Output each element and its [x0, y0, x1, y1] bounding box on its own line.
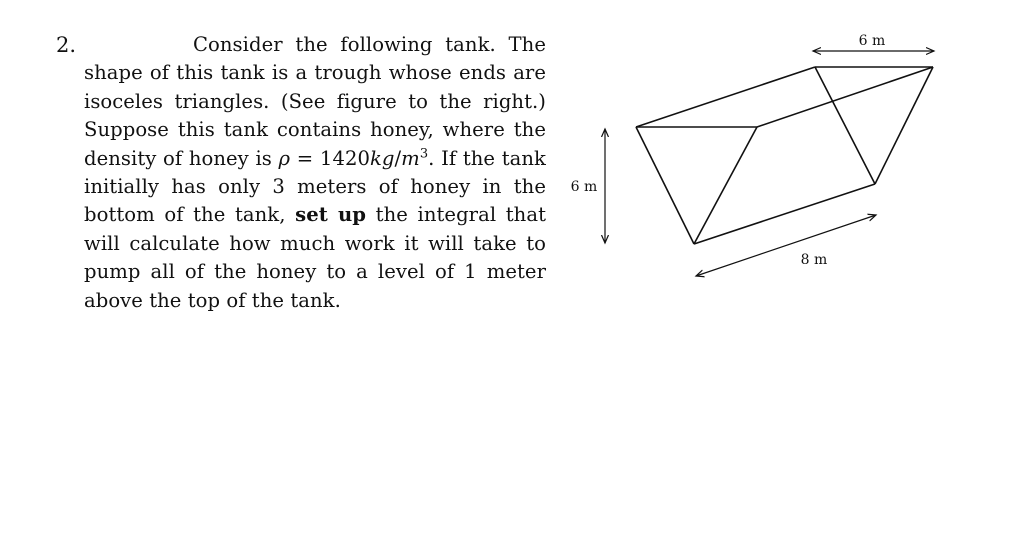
tank-figure: [560, 20, 960, 290]
length-arrow: [696, 215, 876, 276]
set-up-emphasis: set up: [295, 203, 367, 227]
problem-statement: [84, 31, 546, 315]
tank-back-left-side: [815, 67, 875, 184]
density-symbol: ρ: [278, 146, 291, 170]
tank-front-left-side: [636, 127, 694, 244]
top-width-label: 6 m: [858, 33, 886, 49]
density-unit-m: m: [401, 146, 420, 170]
length-label: 8 m: [800, 252, 828, 268]
tank-left-top-long-edge: [636, 67, 815, 127]
density-unit-kg: kg: [370, 146, 395, 170]
problem-text-part-1: Consider the following tank. The shape of this tank is a trough whose ends are isoceles triangles. (See figure to the right.) Suppose this tank contains honey, where the density of honey is: [84, 33, 546, 170]
height-label: 6 m: [570, 179, 598, 195]
density-unit-slash: /: [394, 146, 402, 170]
equals-sign: =: [290, 146, 320, 170]
problem-number: 2.: [56, 33, 77, 57]
density-exponent: 3: [419, 146, 429, 162]
problem-text-part-2: . If the tank initially has only 3 meters of honey in the bottom of the tank,: [84, 146, 546, 227]
tank-right-top-long-edge: [757, 67, 933, 127]
tank-edges: [636, 67, 933, 244]
problem-text-part-3: the integral that will calculate how much work it will take to pump all of the honey to a level of 1 meter above the top of the tank.: [84, 203, 546, 312]
density-value: 1420: [319, 146, 370, 170]
